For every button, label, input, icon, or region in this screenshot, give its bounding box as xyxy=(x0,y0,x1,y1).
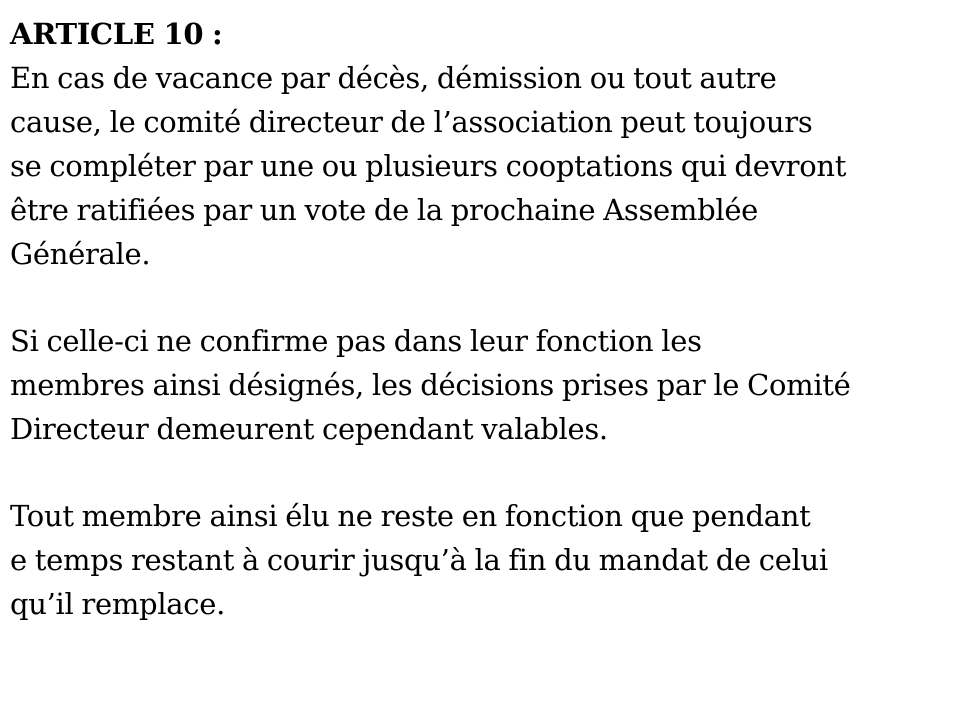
paragraph-confirmation xyxy=(10,319,950,451)
paragraph-line: Tout membre ainsi élu ne reste en fonction que pendant xyxy=(10,499,811,533)
paragraph-line: se compléter par une ou plusieurs cooptations qui devront xyxy=(10,149,847,183)
paragraph-line: cause, le comité directeur de l’association peut toujours xyxy=(10,105,813,139)
paragraph-line: Directeur demeurent cependant valables. xyxy=(10,412,608,446)
paragraph-spacer xyxy=(10,276,950,319)
paragraph-line: e temps restant à courir jusqu’à la fin du mandat de celui xyxy=(10,543,828,577)
paragraph-term xyxy=(10,494,950,626)
paragraph-line: En cas de vacance par décès, démission ou tout autre xyxy=(10,61,777,95)
paragraph-vacancy xyxy=(10,56,950,276)
paragraph-line: être ratifiées par un vote de la prochaine Assemblée xyxy=(10,193,759,227)
article-text xyxy=(10,12,950,626)
paragraph-line: Si celle-ci ne confirme pas dans leur fonction les xyxy=(10,324,702,358)
paragraph-spacer xyxy=(10,451,950,494)
paragraph-line: membres ainsi désignés, les décisions prises par le Comité xyxy=(10,368,851,402)
paragraph-line: Générale. xyxy=(10,237,151,271)
paragraph-line: qu’il remplace. xyxy=(10,587,226,621)
article-heading: ARTICLE 10 : xyxy=(10,17,223,51)
